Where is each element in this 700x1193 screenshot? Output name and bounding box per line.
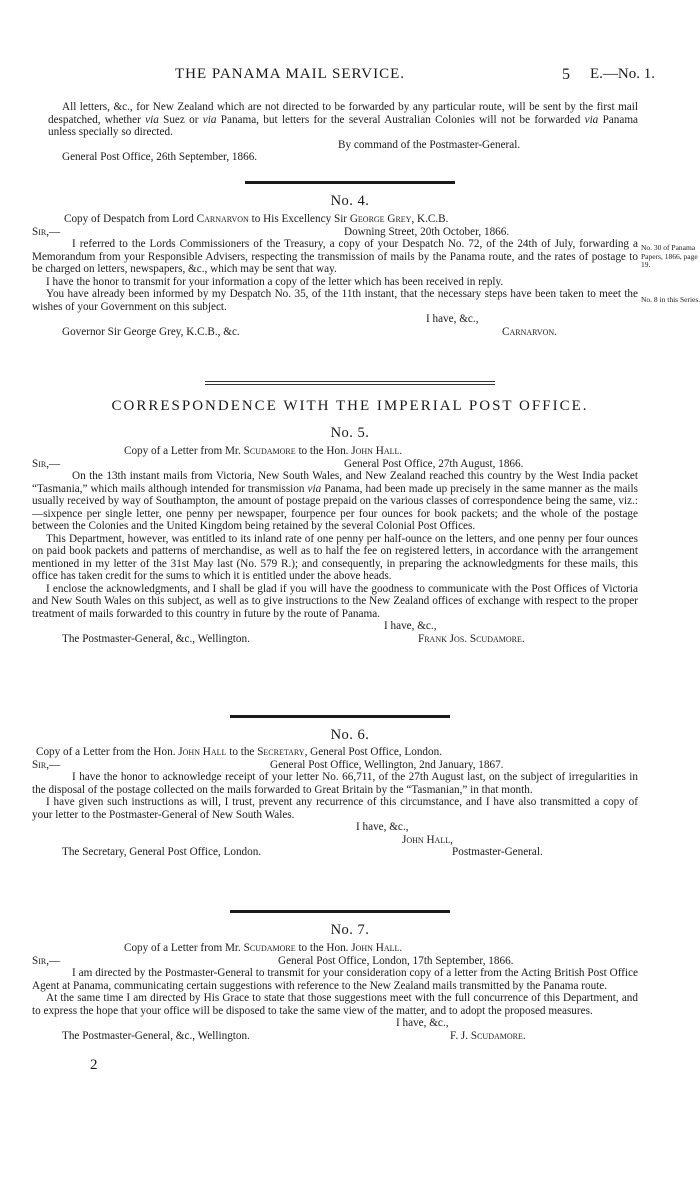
letter-4-heading: Copy of Despatch from Lord Carnarvon to His Excellency Sir George Grey, K.C.B. <box>64 213 449 225</box>
letter-4 <box>32 213 638 338</box>
section-title: CORRESPONDENCE WITH THE IMPERIAL POST OFFICE. <box>111 398 589 414</box>
letter-7-addressee: The Postmaster-General, &c., Wellington. <box>62 1029 250 1042</box>
letter-7-paragraph-2: At the same time I am directed by His Grace to state that those suggestions meet with the full concurrence of this Department, and to express the hope that your office will be disposed to take the same view of the matter, and to adopt the proposed measures. <box>32 992 638 1017</box>
letter-4-addressee: Governor Sir George Grey, K.C.B., &c. <box>62 325 240 338</box>
letter-5-signature-row <box>32 633 638 646</box>
letter-6-paragraph-2: I have given such instructions as will, I trust, prevent any recurrence of this circumstance, and I have also transmitted a copy of your letter to the Postmaster-General of New South Wales. <box>32 796 638 821</box>
running-header <box>0 66 700 86</box>
letter-5-closing: I have, &c., <box>384 620 437 632</box>
letter-4-paragraph-2: I have the honor to transmit for your information a copy of the letter which has been received in reply. <box>46 275 504 288</box>
letter-number-7: No. 7. <box>330 922 370 938</box>
letter-6-signature-title: Postmaster-General. <box>452 846 543 858</box>
letter-6-signature: John Hall, <box>402 833 453 846</box>
letter-7-paragraph-1: I am directed by the Postmaster-General to transmit for your consideration copy of a letter from the Acting British Post Office Agent at Panama, communicating certain suggestions with reference to the New Zealand mails transmitted by the Panama route. <box>32 967 638 992</box>
letter-5-dateline-row <box>32 458 638 471</box>
letter-7-heading: Copy of a Letter from Mr. Scudamore to the Hon. John Hall. <box>124 942 403 954</box>
letter-4-signature: Carnarvon. <box>502 325 557 338</box>
letter-4-closing: I have, &c., <box>426 313 479 325</box>
letter-7-signature: F. J. Scudamore. <box>450 1029 526 1042</box>
section-divider <box>230 910 450 913</box>
letter-4-paragraph-3: You have already been informed by my Despatch No. 35, of the 11th instant, that the necessary steps have been taken to meet the wishes of your Government on this subject. <box>32 288 638 313</box>
page-number: 5 <box>562 66 570 83</box>
letter-5-heading: Copy of a Letter from Mr. Scudamore to the Hon. John Hall. <box>124 445 403 457</box>
letter-5-signature: Frank Jos. Scudamore. <box>418 632 525 645</box>
letter-6-signature-row <box>32 846 638 859</box>
letter-4-paragraph-1: I referred to the Lords Commissioners of the Treasury, a copy of your Despatch No. 72, of the 24th of July, forwarding a Memorandum from your Responsible Advisers, respecting the transmission of mails by the Panama route, and the rates of postage to be charged on letters, newspapers, &c., which may be sent that way. <box>32 238 638 275</box>
notice-block <box>48 101 638 164</box>
letter-7-closing: I have, &c., <box>396 1017 449 1029</box>
header-title: THE PANAMA MAIL SERVICE. <box>175 66 406 82</box>
letter-6-closing: I have, &c., <box>356 821 409 833</box>
letter-6-heading: Copy of a Letter from the Hon. John Hall to the Secretary, General Post Office, London. <box>36 746 442 758</box>
letter-7-dateline-row <box>32 955 638 968</box>
letter-4-dateline-row <box>32 225 638 239</box>
section-divider <box>230 715 450 718</box>
letter-4-salutation: Sir,— <box>32 225 61 238</box>
letter-6-paragraph-1: I have the honor to acknowledge receipt of your letter No. 66,711, of the 27th August last, on the subject of irregularities in the disposal of the postage collected on the mails forwarded to Great Britain by the “Tasmanian,” in that month. <box>32 771 638 796</box>
letter-6-dateline: General Post Office, Wellington, 2nd January, 1867. <box>270 758 504 771</box>
margin-note-2: No. 8 in this Series. <box>641 295 700 304</box>
letter-4-signature-row <box>48 326 638 339</box>
double-rule <box>205 381 495 385</box>
sheet-folio: 2 <box>90 1057 98 1073</box>
section-divider <box>245 181 455 184</box>
letter-5-salutation: Sir,— <box>32 457 61 470</box>
letter-7-salutation: Sir,— <box>32 954 61 967</box>
letter-6-salutation: Sir,— <box>32 758 61 771</box>
letter-6-addressee: The Secretary, General Post Office, London. <box>62 846 262 858</box>
letter-4-dateline: Downing Street, 20th October, 1866. <box>344 225 510 238</box>
letter-number-4: No. 4. <box>330 193 370 209</box>
letter-number-5: No. 5. <box>330 425 370 441</box>
letter-6-dateline-row <box>32 759 638 772</box>
letter-7-signature-row <box>32 1030 638 1043</box>
letter-number-6: No. 6. <box>330 727 370 743</box>
notice-command: By command of the Postmaster-General. <box>338 138 521 151</box>
letter-6 <box>32 746 638 859</box>
letter-5-addressee: The Postmaster-General, &c., Wellington. <box>62 632 250 645</box>
letter-5-paragraph-3: I enclose the acknowledgments, and I shall be glad if you will have the goodness to communicate with the Post Offices of Victoria and New South Wales on this subject, as well as to give instructions to the New Zealand offices of exchange with respect to the proper treatment of mails forwarded to this country in future by the route of Panama. <box>32 582 638 620</box>
letter-7 <box>32 942 638 1042</box>
margin-note-1: No. 30 of Panama Papers, 1866, page 19. <box>641 243 698 269</box>
letter-5-paragraph-2: This Department, however, was entitled to its inland rate of one penny per half-ounce on the letters, and one penny per four ounces on paid book packets and patterns of merchandise, as well as to half the fee on registered letters, in accordance with the arrangement mentioned in my letter of the 31st May last (No. 579 R.); and consequently, in preparing the acknowledgments for these mails, this office has taken credit for the sums to which it is entitled under the above heads. <box>32 532 638 582</box>
letter-7-dateline: General Post Office, London, 17th September, 1866. <box>278 954 514 967</box>
letter-5 <box>32 445 638 645</box>
notice-office-date: General Post Office, 26th September, 1866. <box>62 151 258 163</box>
letter-5-dateline: General Post Office, 27th August, 1866. <box>344 457 524 470</box>
notice-paragraph: All letters, &c., for New Zealand which are not directed to be forwarded by any particular route, will be sent by the first mail despatched, whether via Suez or via Panama, but letters for the several Australian Colonies will not be forwarded via Panama unless specially so directed. <box>48 101 638 138</box>
letter-5-paragraph-1: On the 13th instant mails from Victoria, New South Wales, and New Zealand reached this country by the West India packet “Tasmania,” which mails although intended for transmission via Panama, had been made up precisely in the same manner as the mails usually received by way of Southampton, the amount of postage prepaid on the various classes of correspondence being the same, viz.:—sixpence per single letter, one penny per newspaper, fourpence per four ounces for book packets; and the whole of the postage between the Colonies and the United Kingdom being retained by the several Colonial Post Offices. <box>32 470 638 532</box>
document-reference: E.—No. 1. <box>590 66 655 82</box>
